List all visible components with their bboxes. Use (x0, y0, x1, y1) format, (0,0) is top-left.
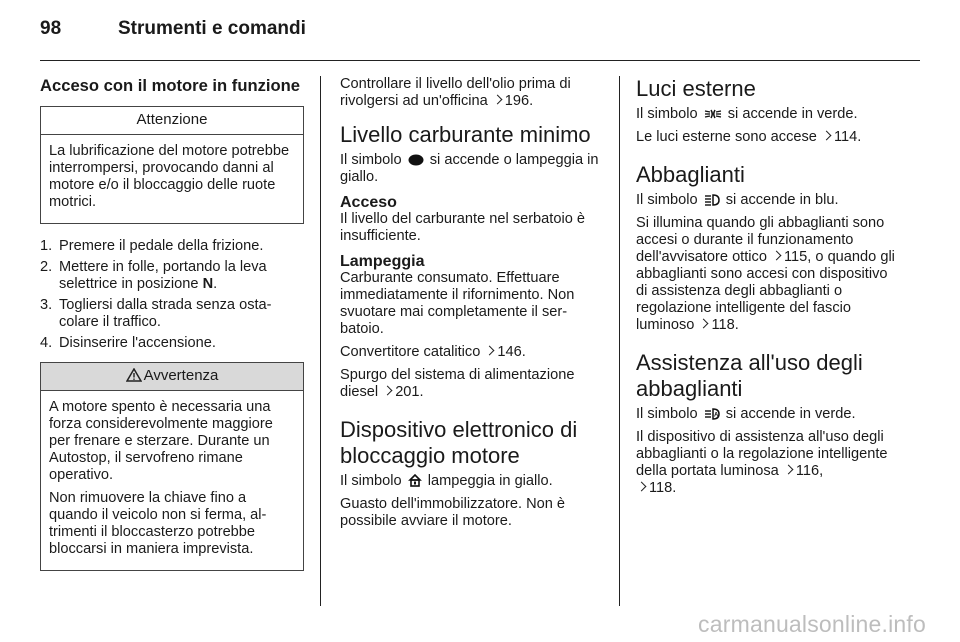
blink-text: Carburante consumato. Effettuare immediatamente il rifornimento. Non svuotare mai completamente il serbatoio. (340, 270, 575, 337)
blink-title: Lampeggia (340, 253, 425, 270)
page-number: 98 (40, 18, 62, 39)
column-1 (40, 76, 304, 585)
fuel-drop-icon (408, 154, 424, 166)
page-ref-icon (485, 346, 494, 356)
immobilizer-title: Dispositivo elettronico di bloccaggio motore (340, 417, 578, 468)
section-title-engine-running: Acceso con il motore in funzione (40, 76, 300, 95)
page-ref-icon (383, 386, 392, 396)
column-3 (636, 76, 902, 503)
oil-check-text: Controllare il livello dell'olio prima di rivolgersi ad un'officina 196. (340, 76, 571, 109)
warning-triangle-icon (126, 368, 142, 382)
page-title: Strumenti e comandi (118, 18, 306, 39)
immobilizer-symbol-text: Il simbolo lampeggia in giallo. (340, 473, 553, 489)
high-beam-text: Si illumina quando gli abbaglianti sono accesi o durante il funzionamento dell'avvisatore ottico 115, o quando gli abbaglianti sono accesi con dispositivo di assistenza degli abbaglianti o regolazione intelligente del fascio luminoso 118. (636, 215, 895, 333)
immobilizer-text: Guasto dell'immobilizzatore. Non è possibile avviare il motore. (340, 496, 566, 529)
fuel-symbol-text: Il simbolo si accende o lampeggia in giallo. (340, 152, 599, 185)
exterior-lights-text: Le luci esterne sono accese 114. (636, 129, 862, 145)
assist-symbol-text: Il simbolo A si accende in verde. (636, 406, 856, 422)
exterior-lights-title: Luci esterne (636, 76, 756, 101)
warning-text-1: A motore spento è necessaria una forza considerevolmente maggiore per frenare e sterzare. Durante un Autostop, il servofreno rimane operativo. (49, 399, 273, 483)
steps-list (40, 238, 304, 352)
fuel-low-title: Livello carburante minimo (340, 122, 591, 147)
list-item: 3. Togliersi dalla strada senza ostacolare il traffico. (40, 297, 272, 330)
warning-box (40, 362, 304, 571)
on-title: Acceso (340, 194, 397, 211)
high-beam-title: Abbaglianti (636, 162, 745, 187)
column-divider-2 (619, 76, 620, 606)
attention-heading: Attenzione (41, 107, 303, 135)
immobilizer-icon (408, 474, 422, 487)
column-divider-1 (320, 76, 321, 606)
svg-text:A: A (713, 412, 719, 419)
list-item: 1. Premere il pedale della frizione. (40, 238, 264, 254)
warning-heading: Avvertenza (41, 363, 303, 391)
page-ref-icon (822, 131, 831, 141)
header-divider (40, 60, 920, 61)
warning-text-2: Non rimuovere la chiave fino a quando il veicolo non si ferma, altrimenti il bloccasterzo potrebbe bloccarsi in maniera imprevista. (49, 490, 267, 557)
assist-text: Il dispositivo di assistenza all'uso degli abbaglianti o la regolazione intelligente della portata luminosa 116, 118. (636, 429, 888, 496)
watermark: carmanualsonline.info (698, 611, 926, 637)
high-beam-assist-title: Assistenza all'uso degli abbaglianti (636, 350, 863, 401)
page-header (40, 18, 306, 40)
column-2 (340, 76, 604, 536)
side-lights-icon (704, 108, 722, 120)
catalytic-text: Convertitore catalitico 146. (340, 344, 526, 360)
list-item: 4. Disinserire l'accensione. (40, 335, 216, 351)
page-ref-icon (772, 251, 781, 261)
page-ref-icon (699, 319, 708, 329)
page-ref-icon (784, 465, 793, 475)
attention-text: La lubrificazione del motore potrebbe interrompersi, provocando danni al motore e/o il bloccaggio delle ruote motrici. (49, 143, 290, 210)
high-beam-symbol-text: Il simbolo si accende in blu. (636, 192, 839, 208)
on-text: Il livello del carburante nel serbatoio è insufficiente. (340, 211, 585, 244)
attention-box (40, 106, 304, 224)
page-ref-icon (493, 95, 502, 105)
page-ref-icon (637, 482, 646, 492)
diesel-purge-text: Spurgo del sistema di alimentazione diesel 201. (340, 367, 575, 400)
high-beam-icon (704, 194, 720, 206)
high-beam-assist-icon (704, 408, 720, 420)
list-item: 2. Mettere in folle, portando la leva selettrice in posizione N. (40, 259, 267, 292)
exterior-symbol-text: Il simbolo si accende in verde. (636, 106, 858, 122)
